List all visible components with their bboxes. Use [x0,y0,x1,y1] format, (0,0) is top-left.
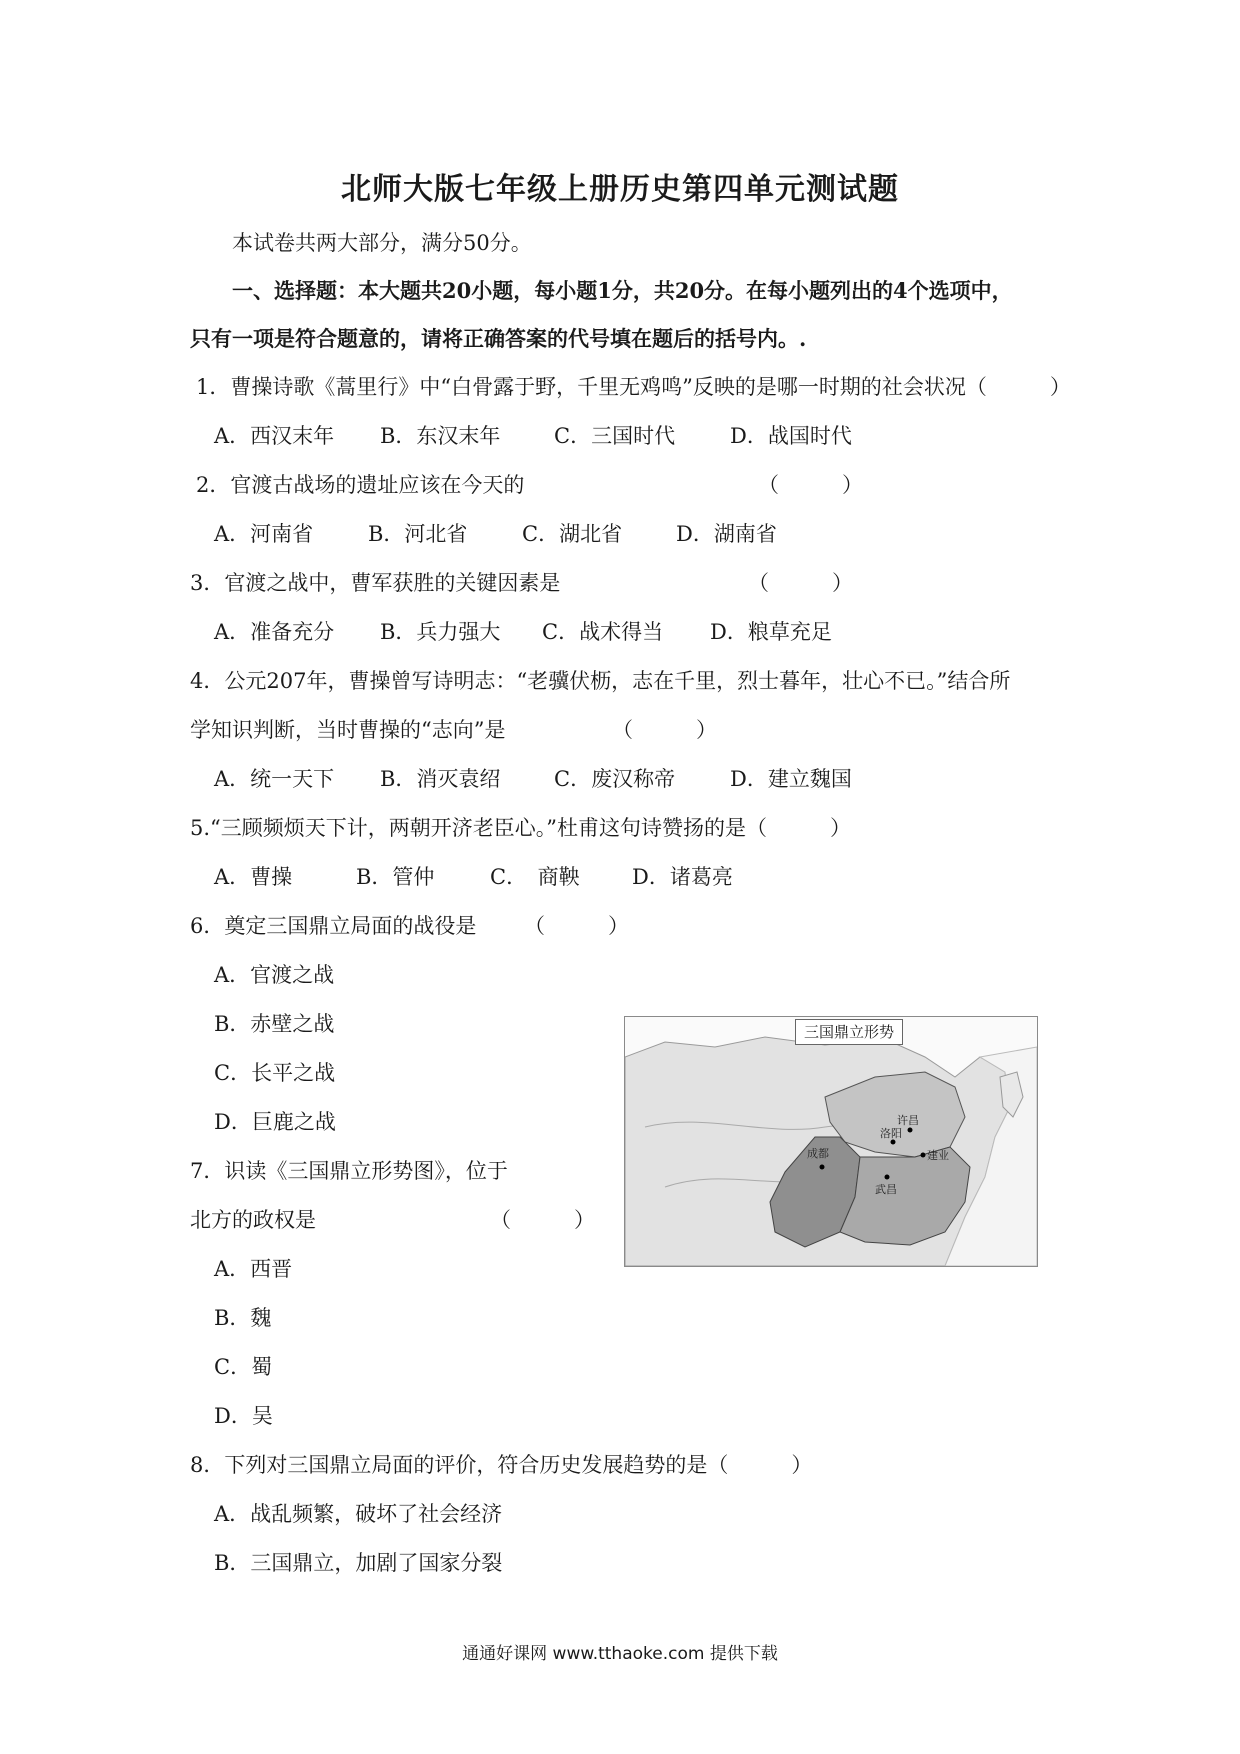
map-label-luoyang: 洛阳 [880,1127,902,1140]
q6-option-b: B．赤壁之战 [214,1012,335,1036]
q4-stem-line1: 4．公元207年，曹操曾写诗明志：“老骥伏枥，志在千里，烈士暮年，壮心不已。”结合所 [190,669,1011,693]
map-label-wuchang: 武昌 [875,1183,897,1196]
q5-stem: 5.“三顾频烦天下计，两朝开济老臣心。”杜甫这句诗赞扬的是（ ） [190,816,852,840]
q3-stem: 3．官渡之战中，曹军获胜的关键因素是 [190,571,561,595]
q5-option-c: C． 商鞅 [490,865,580,889]
q7-option-b: B．魏 [214,1306,272,1330]
q2-option-d: D．湖南省 [676,522,777,546]
q6-option-d: D．巨鹿之战 [214,1110,336,1134]
q4-answer-paren: （ ） [612,718,717,742]
q6-option-c: C．长平之战 [214,1061,336,1085]
q7-answer-paren: （ ） [490,1208,595,1232]
q6-option-a: A．官渡之战 [214,963,335,987]
q7-stem-line1: 7．识读《三国鼎立形势图》，位于 [190,1159,508,1183]
q1-option-a: A．西汉末年 [214,424,335,448]
page-title: 北师大版七年级上册历史第四单元测试题 [341,172,899,207]
q1-option-b: B．东汉末年 [380,424,501,448]
q1-option-c: C．三国时代 [554,424,676,448]
q1-option-d: D．战国时代 [730,424,852,448]
map-graphic [625,1017,1037,1266]
q4-option-d: D．建立魏国 [730,767,852,791]
q3-answer-paren: （ ） [748,571,853,595]
map-title: 三国鼎立形势 [795,1019,903,1045]
q3-option-d: D．粮草充足 [710,620,832,644]
q5-option-a: A．曹操 [214,865,293,889]
three-kingdoms-map [624,1016,1038,1267]
section1-instructions-line1: 一、选择题：本大题共20小题，每小题1分，共20分。在每小题列出的4个选项中， [232,278,1013,303]
q2-option-c: C．湖北省 [522,522,623,546]
q8-option-a: A．战乱频繁，破坏了社会经济 [214,1502,503,1526]
q2-answer-paren: （ ） [758,473,863,497]
map-label-chengdu: 成都 [807,1147,829,1160]
q3-option-b: B．兵力强大 [380,620,501,644]
q3-option-a: A．准备充分 [214,620,335,644]
q4-option-a: A．统一天下 [214,767,335,791]
q2-option-b: B．河北省 [368,522,468,546]
q8-option-b: B．三国鼎立，加剧了国家分裂 [214,1551,503,1575]
q6-answer-paren: （ ） [524,914,629,938]
q7-option-a: A．西晋 [214,1257,293,1281]
map-label-xuchang: 许昌 [897,1114,919,1127]
q7-option-d: D．吴 [214,1404,273,1428]
q5-option-d: D．诸葛亮 [632,865,733,889]
q2-option-a: A．河南省 [214,522,314,546]
q3-option-c: C．战术得当 [542,620,664,644]
q4-option-b: B．消灭袁绍 [380,767,501,791]
map-label-jianye: 建业 [927,1149,949,1162]
q1-stem: 1．曹操诗歌《蒿里行》中“白骨露于野，千里无鸡鸣”反映的是哪一时期的社会状况（ ） [196,375,1071,399]
q4-stem-line2: 学知识判断，当时曹操的“志向”是 [190,718,506,742]
q6-stem: 6．奠定三国鼎立局面的战役是 [190,914,477,938]
q7-option-c: C．蜀 [214,1355,273,1379]
q4-option-c: C．废汉称帝 [554,767,676,791]
q5-option-b: B．管仲 [356,865,435,889]
page-footer: 通通好课网 www.tthaoke.com 提供下载 [462,1644,778,1664]
intro-text: 本试卷共两大部分，满分50分。 [232,231,532,255]
q7-stem-line2: 北方的政权是 [190,1208,316,1232]
section1-instructions-line2: 只有一项是符合题意的，请将正确答案的代号填在题后的括号内。. [190,326,807,351]
q8-stem: 8．下列对三国鼎立局面的评价，符合历史发展趋势的是（ ） [190,1453,813,1477]
q2-stem: 2．官渡古战场的遗址应该在今天的 [196,473,525,497]
